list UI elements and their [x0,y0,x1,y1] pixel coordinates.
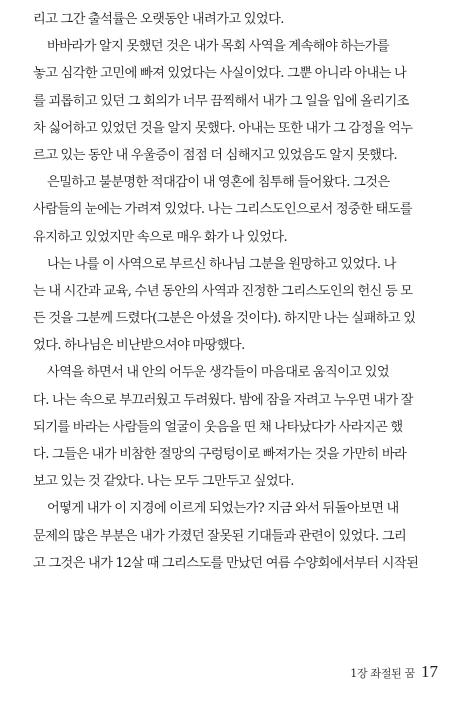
page-number: 17 [421,662,438,681]
paragraph [33,495,437,577]
text-line: 는 내 시간과 교육, 수년 동안의 사역과 진정한 그리스도인의 헌신 등 모 [33,283,413,299]
text-line: 어떻게 내가 이 지경에 이르게 되었는가? 지금 와서 뒤돌아보면 내 [47,501,399,517]
text-line: 다. 나는 속으로 부끄러웠고 두려웠다. 밤에 잠을 자려고 누우면 내가 잘 [33,392,413,408]
text-line: 유지하고 있었지만 속으로 매우 화가 나 있었다. [33,229,288,245]
text-line: 르고 있는 동안 내 우울증이 점점 더 심해지고 있었음도 알지 못했다. [33,147,398,163]
text-line: 다. 그들은 내가 비참한 절망의 구렁텅이로 빠져가는 것을 가만히 바라 [33,447,407,462]
text-line: 든 것을 그분께 드렸다(그분은 아셨을 것이다). 하지만 나는 실패하고 있 [33,311,416,327]
text-line: 되기를 바라는 사람들의 얼굴이 웃음을 띤 채 나타났다가 사라지곤 했 [33,419,403,435]
paragraph [33,33,437,169]
paragraph-continued [33,6,437,33]
text-line: 었다. 하나님은 비난받으셔야 마땅했다. [33,338,245,354]
page-footer [350,660,438,684]
text-line: 보고 있는 것 같았다. 나는 모두 그만두고 싶었다. [33,474,294,490]
text-line: 놓고 심각한 고민에 빠져 있었다는 사실이었다. 그뿐 아니라 아내는 나 [33,66,407,82]
body-text [33,6,437,577]
text-line: 문제의 많은 부분은 내가 가졌던 잘못된 기대들과 관련이 있었다. 그리 [33,528,407,544]
paragraph [33,359,437,495]
running-head: 1장 좌절된 꿈 [350,667,415,680]
paragraph [33,169,437,251]
paragraph [33,251,437,360]
text-line: 를 괴롭히고 있던 그 회의가 너무 끔찍해서 내가 그 일을 입에 올리기조 [33,93,409,109]
text-line: 고 그것은 내가 12살 때 그리스도를 만났던 여름 수양회에서부터 시작된 [33,555,419,571]
text-line: 사역을 하면서 내 안의 어두운 생각들이 마음대로 움직이고 있었 [47,365,390,381]
text-line: 사람들의 눈에는 가려져 있었다. 나는 그리스도인으로서 정중한 태도를 [33,202,413,218]
text-line: 은밀하고 불분명한 적대감이 내 영혼에 침투해 들어왔다. 그것은 [47,175,390,191]
text-line: 차 싫어하고 있었던 것을 알지 못했다. 아내는 또한 내가 그 감정을 억누 [33,120,413,136]
text-line: 바바라가 알지 못했던 것은 내가 목회 사역을 계속해야 하는가를 [47,39,390,55]
text-line: 리고 그간 출석률은 오랫동안 내려가고 있었다. [33,12,284,27]
text-line: 나는 나를 이 사역으로 부르신 하나님 그분을 원망하고 있었다. 나 [47,256,396,272]
